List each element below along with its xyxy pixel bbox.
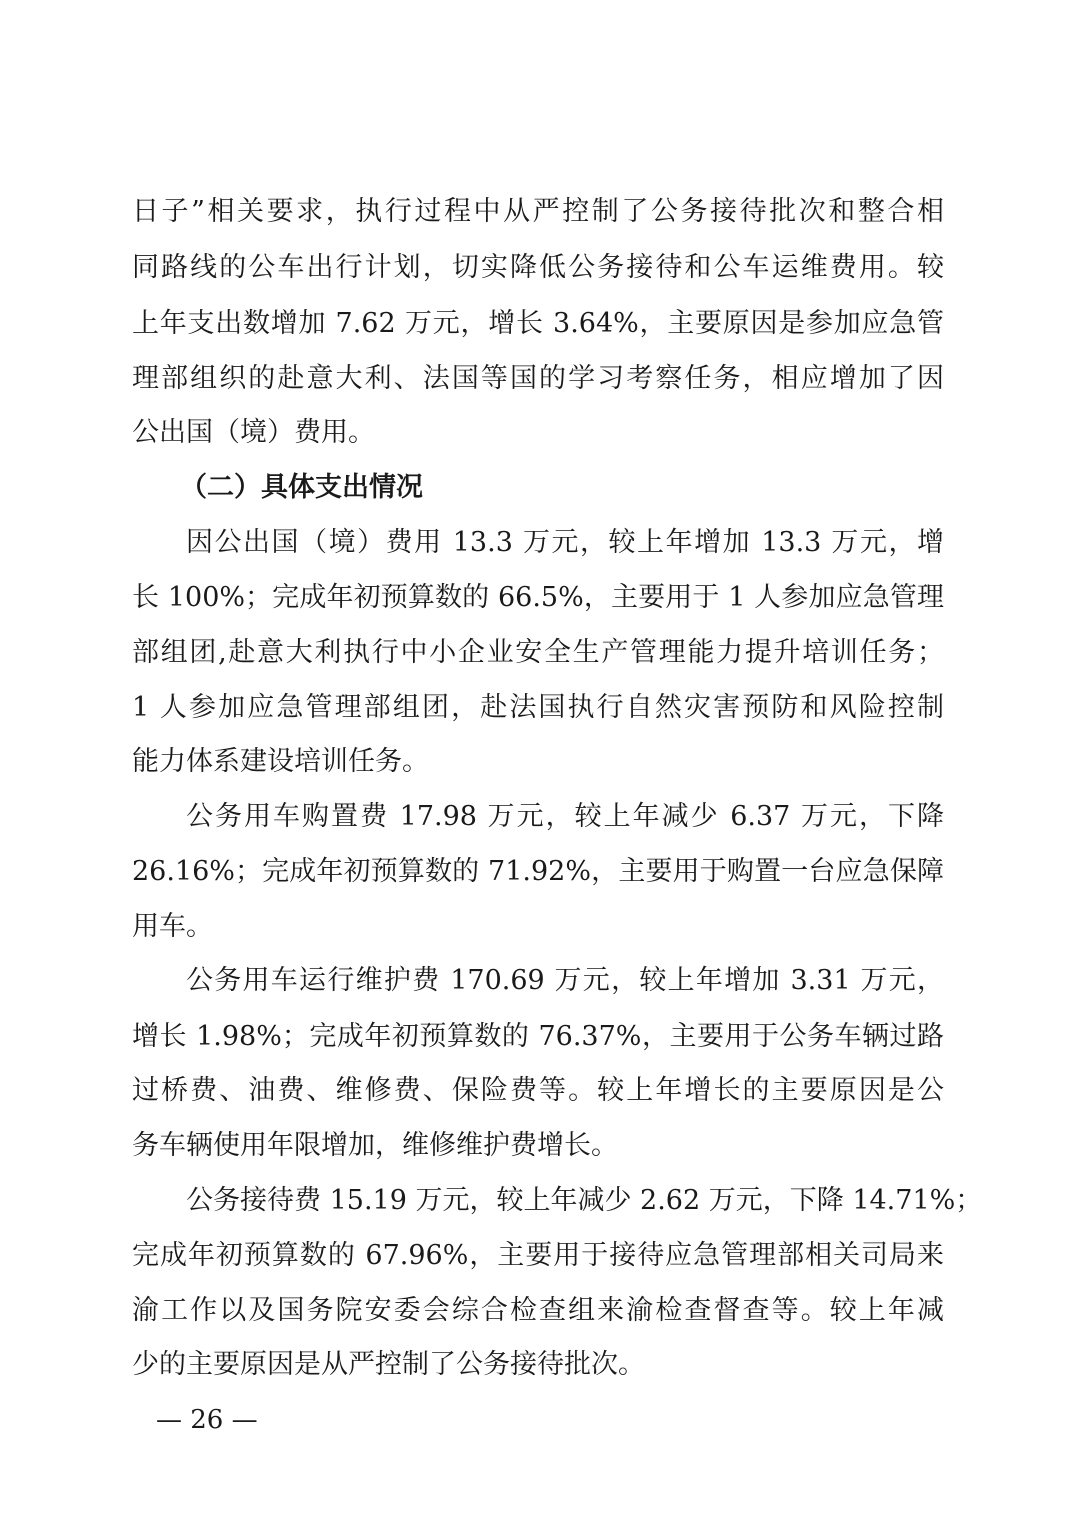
paragraph-4-line-1: 公务用车运行维护费 170.69 万元，较上年增加 3.31 万元， xyxy=(186,965,944,996)
paragraph-2-line-4: 1 人参加应急管理部组团，赴法国执行自然灾害预防和风险控制 xyxy=(132,692,944,723)
paragraph-4-line-3: 过桥费、油费、维修费、保险费等。较上年增长的主要原因是公 xyxy=(132,1075,944,1106)
section-heading: （二）具体支出情况 xyxy=(180,472,423,503)
paragraph-1-line-5: 公出国（境）费用。 xyxy=(132,417,375,448)
paragraph-2-line-3: 部组团,赴意大利执行中小企业安全生产管理能力提升培训任务； xyxy=(132,637,944,668)
paragraph-4-line-4: 务车辆使用年限增加，维修维护费增长。 xyxy=(132,1130,618,1161)
paragraph-4-line-2: 增长 1.98%；完成年初预算数的 76.37%，主要用于公务车辆过路 xyxy=(132,1021,944,1052)
paragraph-1-line-1: 日子”相关要求，执行过程中从严控制了公务接待批次和整合相 xyxy=(132,196,944,227)
paragraph-5-line-2: 完成年初预算数的 67.96%，主要用于接待应急管理部相关司局来 xyxy=(132,1240,944,1271)
paragraph-5-line-4: 少的主要原因是从严控制了公务接待批次。 xyxy=(132,1349,645,1380)
paragraph-2-line-1: 因公出国（境）费用 13.3 万元，较上年增加 13.3 万元，增 xyxy=(186,527,944,558)
paragraph-2-line-5: 能力体系建设培训任务。 xyxy=(132,746,429,777)
paragraph-3-line-3: 用车。 xyxy=(132,911,213,942)
paragraph-1-line-3: 上年支出数增加 7.62 万元，增长 3.64%，主要原因是参加应急管 xyxy=(132,308,944,339)
paragraph-3-line-2: 26.16%；完成年初预算数的 71.92%，主要用于购置一台应急保障 xyxy=(132,856,944,887)
paragraph-5-line-3: 渝工作以及国务院安委会综合检查组来渝检查督查等。较上年减 xyxy=(132,1295,944,1326)
paragraph-5-line-1: 公务接待费 15.19 万元，较上年减少 2.62 万元，下降 14.71%； xyxy=(186,1185,983,1216)
paragraph-1-line-2: 同路线的公车出行计划，切实降低公务接待和公车运维费用。较 xyxy=(132,252,944,283)
paragraph-3-line-1: 公务用车购置费 17.98 万元，较上年减少 6.37 万元，下降 xyxy=(186,801,944,832)
page-number: — 26 — xyxy=(156,1405,258,1435)
paragraph-1-line-4: 理部组织的赴意大利、法国等国的学习考察任务，相应增加了因 xyxy=(132,363,944,394)
paragraph-2-line-2: 长 100%；完成年初预算数的 66.5%，主要用于 1 人参加应急管理 xyxy=(132,582,944,613)
